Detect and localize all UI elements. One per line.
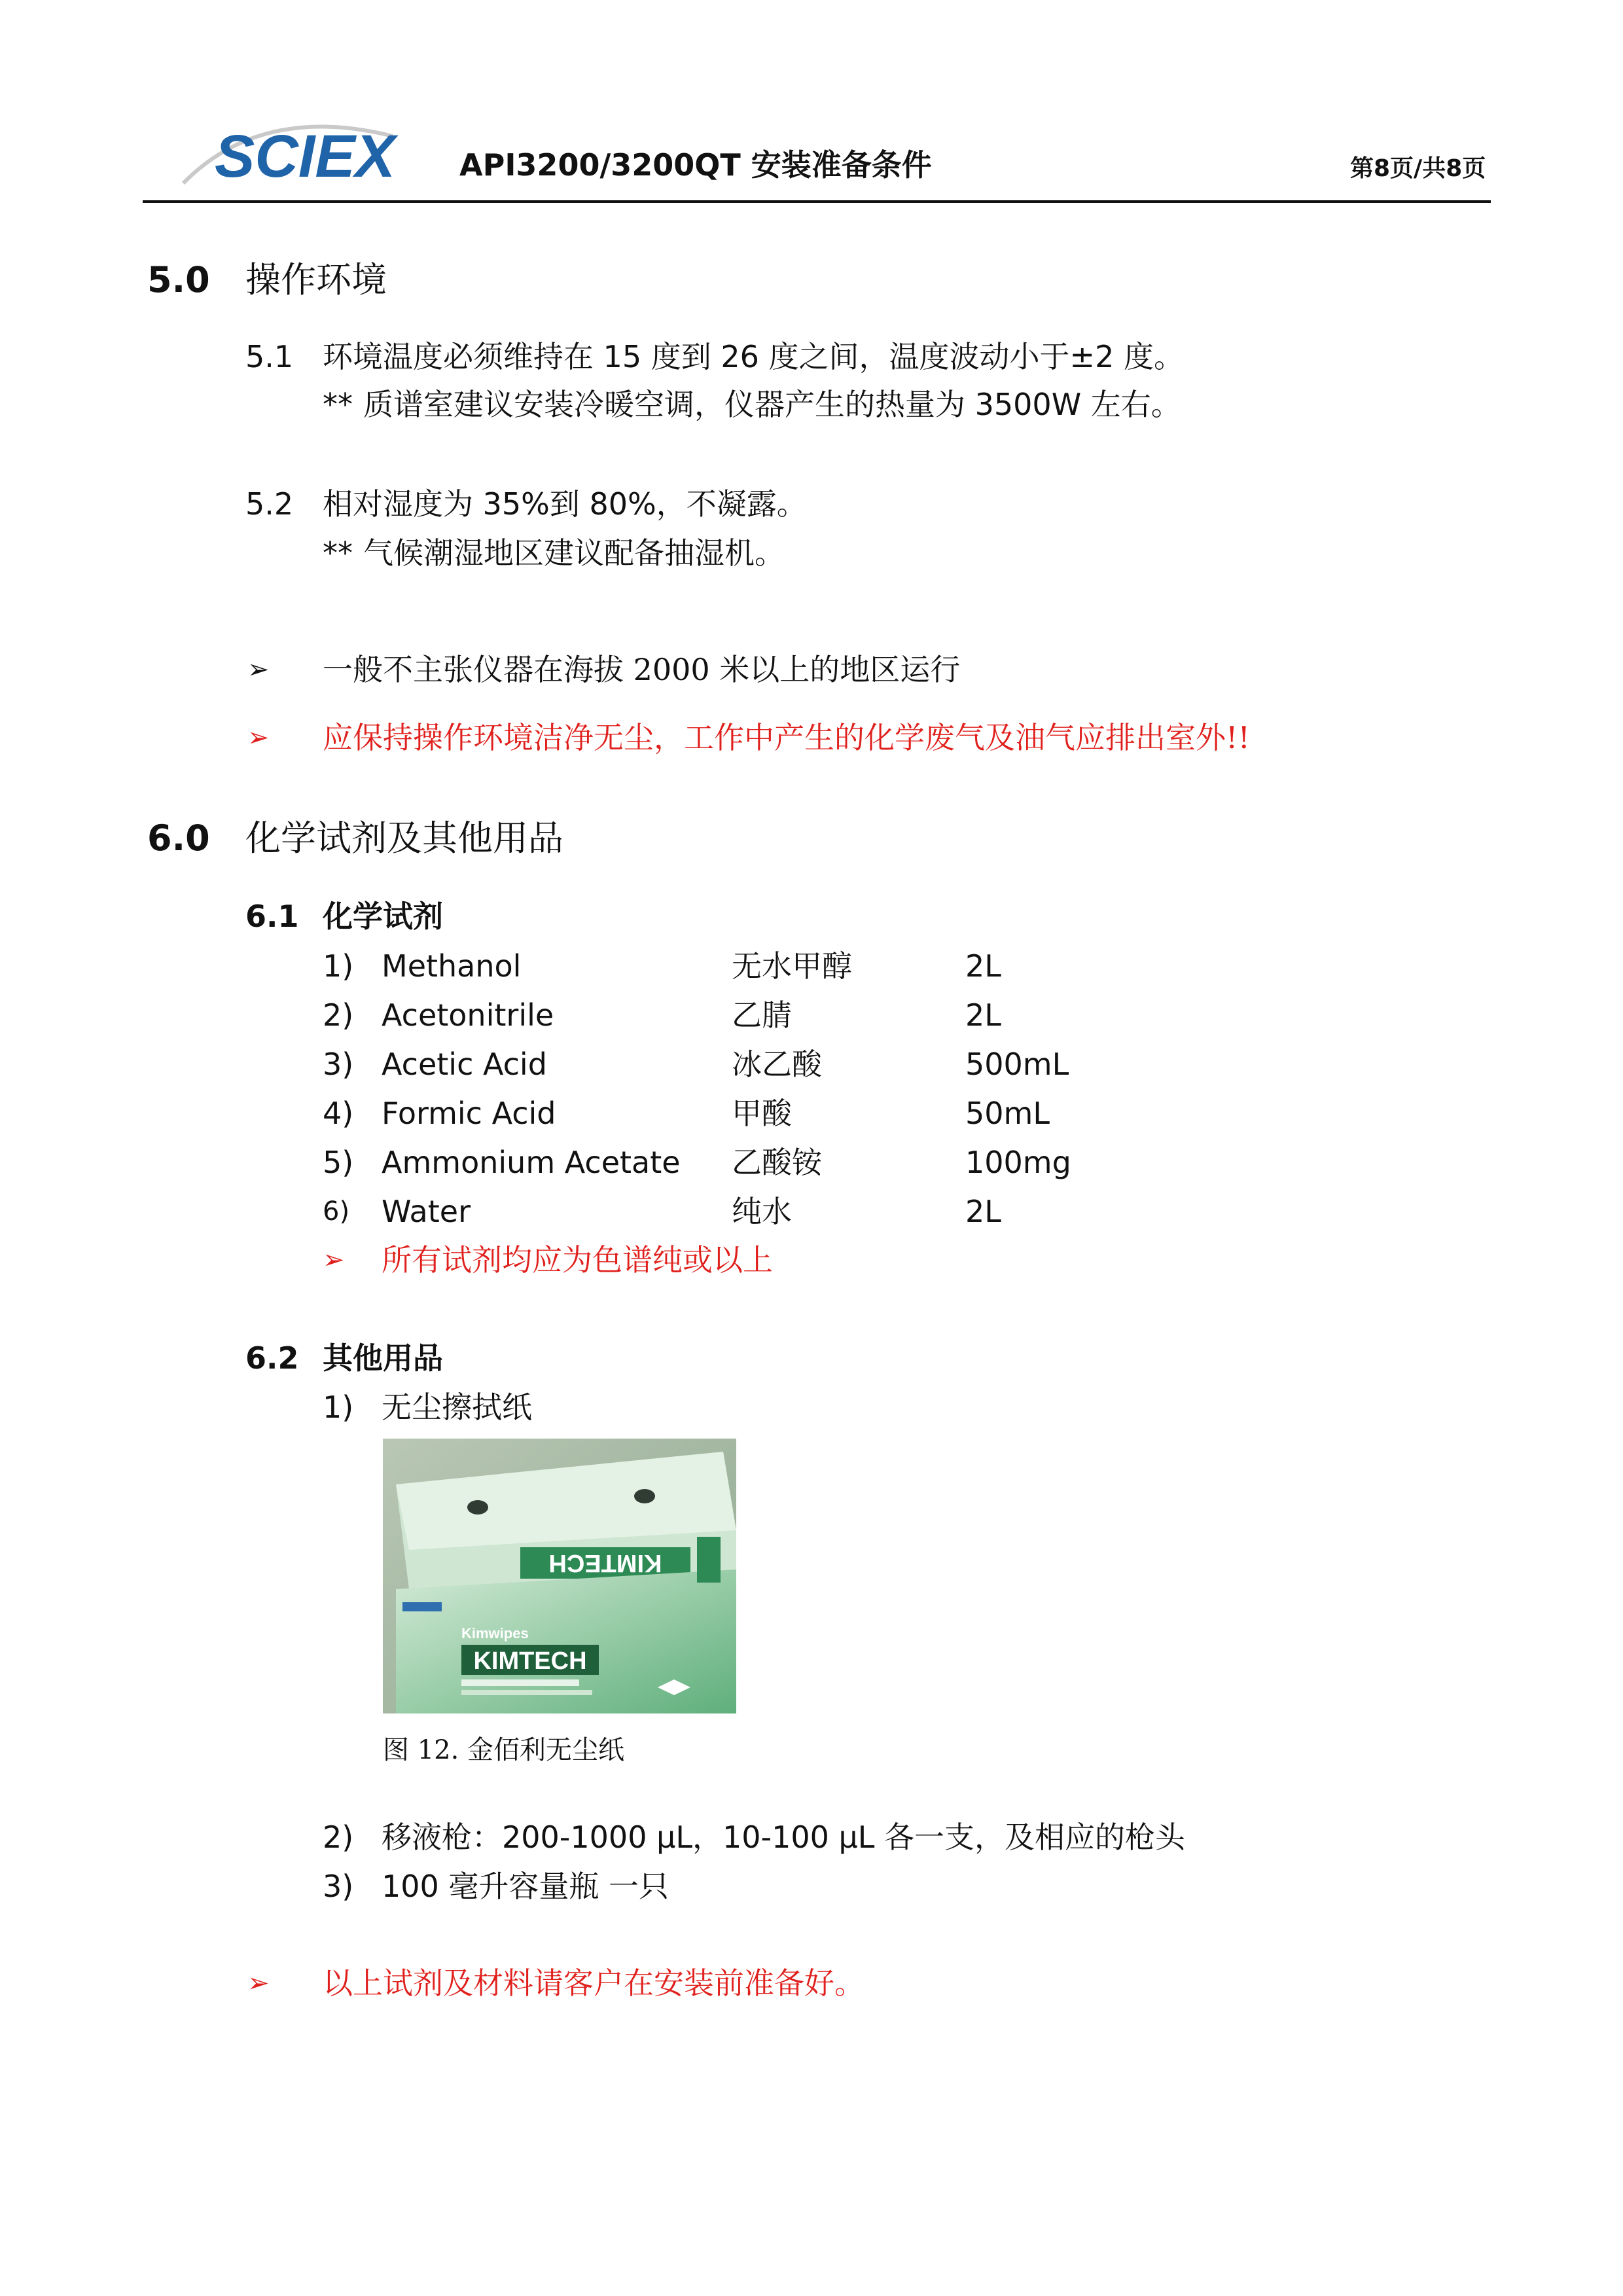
lid-brand-text: KIMTECH [548,1549,662,1577]
supply-index: 3) [323,1869,354,1904]
reagent-index: 2) [323,997,354,1033]
subsection-6-1-number: 6.1 [245,899,299,934]
reagent-index: 4) [323,1096,354,1131]
reagent-amount: 2L [965,1194,1001,1229]
reagent-index: 6) [323,1196,350,1227]
reagent-amount: 2L [965,948,1001,984]
reagent-index: 1) [323,948,354,984]
reagent-name: Methanol [382,948,522,984]
document-title: API3200/3200QT 安装准备条件 [459,147,932,183]
reagent-index: 3) [323,1047,354,1082]
section-5-title: 操作环境 [245,259,387,300]
section-6-number: 6.0 [147,817,210,859]
reagent-chinese-name: 乙腈 [732,997,792,1033]
arrow-bullet-icon: ➢ [323,1245,345,1275]
sciex-logo [177,110,412,202]
reagent-name: Acetonitrile [382,997,554,1033]
section-6-title: 化学试剂及其他用品 [245,817,563,859]
header-divider [143,200,1491,203]
reagent-chinese-name: 冰乙酸 [732,1047,822,1082]
supply-text: 100 毫升容量瓶 一只 [382,1869,669,1904]
subsection-6-2-title: 其他用品 [323,1340,443,1376]
bullet-altitude: 一般不主张仪器在海拔 2000 米以上的地区运行 [323,652,961,687]
reagent-amount: 2L [965,997,1001,1033]
reagent-name: Ammonium Acetate [382,1145,681,1180]
item-5-2-note: 气候潮湿地区建议配备抽湿机。 [363,535,785,571]
reagent-name: Acetic Acid [382,1047,547,1082]
reagent-chinese-name: 无水甲醇 [732,948,852,984]
kimtech-wipes-photo [383,1439,736,1713]
arrow-bullet-icon: ➢ [247,1968,270,1998]
item-5-2-text: 相对湿度为 35%到 80%，不凝露。 [323,486,807,522]
box-product-text: Kimwipes [461,1625,529,1641]
reagent-index: 5) [323,1145,354,1180]
supply-index: 2) [323,1820,354,1855]
reagent-chinese-name: 纯水 [732,1194,792,1229]
supply-text: 移液枪：200-1000 μL，10-100 μL 各一支，及相应的枪头 [382,1820,1186,1855]
subsection-6-1-title: 化学试剂 [323,899,443,934]
reagent-name: Water [382,1194,471,1229]
section-5-number: 5.0 [147,259,210,300]
reagent-name: Formic Acid [382,1096,556,1131]
box-brand-text: KIMTECH [473,1647,587,1675]
item-5-1-note: 质谱室建议安装冷暖空调，仪器产生的热量为 3500W 左右。 [363,387,1181,422]
arrow-bullet-icon: ➢ [247,655,270,685]
reagent-grade-note: 所有试剂均应为色谱纯或以上 [382,1242,773,1278]
figure-caption: 图 12. 金佰利无尘纸 [383,1735,625,1765]
item-5-1-number: 5.1 [245,339,294,374]
bullet-clean-environment: 应保持操作环境洁净无尘，工作中产生的化学废气及油气应排出室外!! [323,720,1250,755]
page-indicator: 第8页/共8页 [1350,155,1486,182]
item-5-2-number: 5.2 [245,486,294,522]
sciex-logo-text: SCIEX [215,123,396,190]
item-5-1-text: 环境温度必须维持在 15 度到 26 度之间，温度波动小于±2 度。 [323,339,1184,374]
final-preparation-note: 以上试剂及材料请客户在安装前准备好。 [323,1965,865,2001]
arrow-bullet-icon: ➢ [247,723,270,753]
supply-text: 无尘擦拭纸 [382,1390,532,1425]
subsection-6-2-number: 6.2 [245,1340,299,1376]
supply-index: 1) [323,1390,354,1425]
reagent-amount: 50mL [965,1096,1050,1131]
item-5-1-note-mark: ** [323,387,353,422]
reagent-chinese-name: 乙酸铵 [732,1145,822,1180]
item-5-2-note-mark: ** [323,535,353,571]
reagent-amount: 100mg [965,1145,1071,1180]
reagent-chinese-name: 甲酸 [732,1096,792,1131]
reagent-amount: 500mL [965,1047,1069,1082]
